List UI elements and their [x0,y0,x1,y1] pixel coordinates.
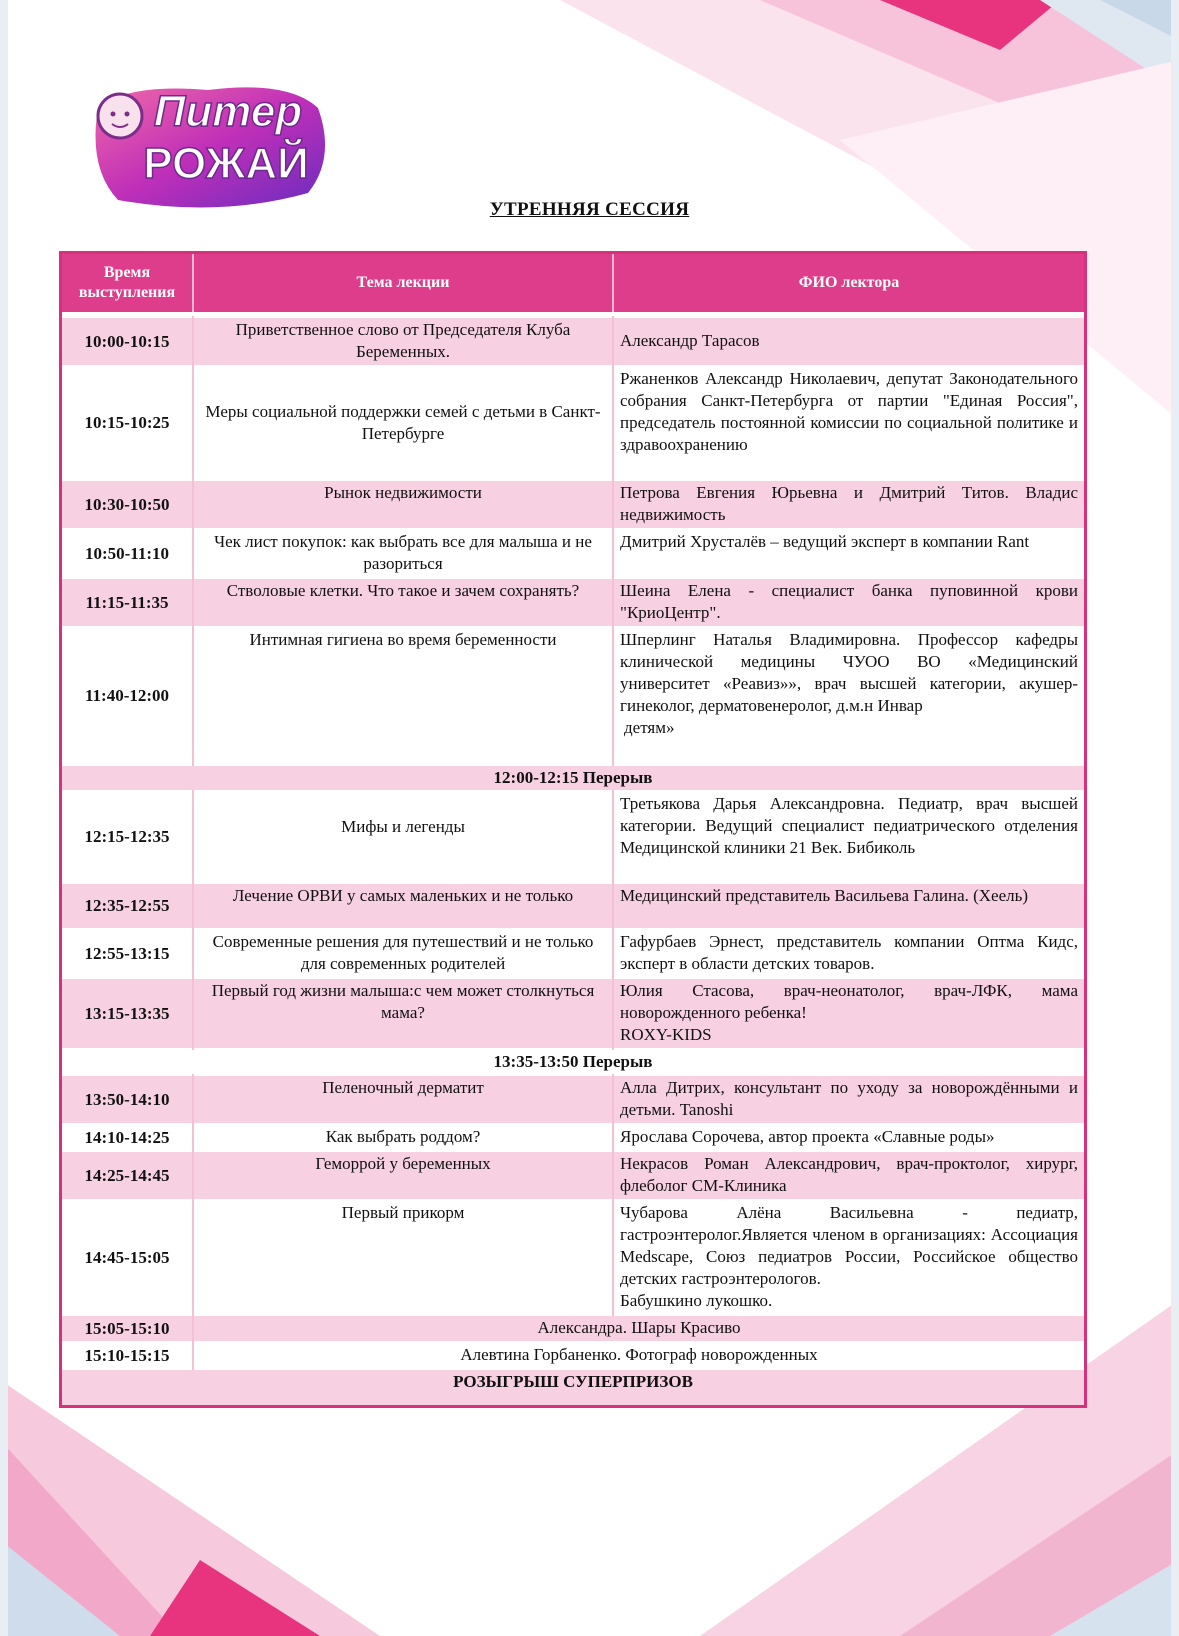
row-topic: Первый год жизни малыша:с чем может столкнуться мама? [193,978,613,1049]
table-row [62,1342,1084,1369]
row-topic: Интимная гигиена во время беременности [193,627,613,765]
table-row [62,978,1084,1049]
row-speaker: Некрасов Роман Александрович, врач-проктолог, хирург, флеболог СМ-Клиника [613,1151,1084,1200]
row-merged: Александра. Шары Красиво [193,1315,1084,1342]
row-time: 10:50-11:10 [62,529,193,578]
row-time: 10:00-10:15 [62,317,193,366]
speaker-text: Юлия Стасова, врач-неонатолог, врач-ЛФК, мама новорожденного ребенка! [620,981,1078,1022]
row-speaker [613,978,1084,1049]
break-row [62,1049,1084,1075]
speaker-extra: ROXY-KIDS [620,1025,712,1044]
row-topic: Геморрой у беременных [193,1151,613,1200]
row-time: 11:15-11:35 [62,578,193,627]
table-row [62,529,1084,578]
final-row [62,1369,1084,1405]
row-time: 14:10-14:25 [62,1124,193,1151]
table-row [62,627,1084,765]
row-speaker: Ржаненков Александр Николаевич, депутат Законодательного собрания Санкт-Петербурга от партии "Единая Россия", председатель постоянной комиссии по социальной политике и здравоохранению [613,366,1084,480]
row-speaker: Шеина Елена - специалист банка пуповинной крови "КриоЦентр". [613,578,1084,627]
speaker-text: Чубарова Алёна Васильевна - педиатр, гастроэнтеролог.Является членом в организациях: Ассоциация Medscape, Союз педиатров России, Российское общество детских гастроэнтерологов. [620,1203,1078,1288]
break-label: 13:35-13:50 Перерыв [62,1049,1084,1075]
row-speaker [613,1200,1084,1315]
row-topic: Современные решения для путешествий и не только для современных родителей [193,929,613,978]
row-speaker: Александр Тарасов [613,317,1084,366]
table-row [62,317,1084,366]
row-topic: Первый прикорм [193,1200,613,1315]
table-row [62,480,1084,529]
break-row [62,765,1084,791]
table-row [62,883,1084,929]
row-time: 10:15-10:25 [62,366,193,480]
table-row [62,1075,1084,1124]
row-speaker: Ярослава Сорочева, автор проекта «Славные роды» [613,1124,1084,1151]
row-topic: Чек лист покупок: как выбрать все для малыша и не разориться [193,529,613,578]
row-time: 14:25-14:45 [62,1151,193,1200]
row-time: 14:45-15:05 [62,1200,193,1315]
row-speaker: Гафурбаев Эрнест, представитель компании Оптма Кидс, эксперт в области детских товаров. [613,929,1084,978]
session-title: УТРЕННЯЯ СЕССИЯ [489,199,690,220]
row-speaker: Третьякова Дарья Александровна. Педиатр, врач высшей категории. Ведущий специалист педиатрического отделения Медицинской клиники 21 Век. Бибиколь [613,791,1084,883]
row-speaker: Петрова Евгения Юрьевна и Дмитрий Титов. Владис недвижимость [613,480,1084,529]
speaker-extra: Бабушкино лукошко. [620,1291,773,1310]
svg-text:РОЖАЙ: РОЖАЙ [143,139,309,188]
table-header [62,254,1084,312]
table-row [62,791,1084,883]
row-topic: Мифы и легенды [193,791,613,883]
table-row [62,929,1084,978]
table-row [62,578,1084,627]
row-speaker: Алла Дитрих, консультант по уходу за новорождёнными и детьми. Tanoshi [613,1075,1084,1124]
final-label: РОЗЫГРЫШ СУПЕРПРИЗОВ [62,1369,1084,1405]
table-row [62,1200,1084,1315]
header-topic: Тема лекции [193,254,613,312]
row-speaker [613,627,1084,765]
break-label: 12:00-12:15 Перерыв [62,765,1084,791]
row-merged: Алевтина Горбаненко. Фотограф новорожденных [193,1342,1084,1369]
row-time: 13:50-14:10 [62,1075,193,1124]
header-time: Время выступления [62,254,193,312]
row-speaker: Медицинский представитель Васильева Галина. (Хеель) [613,883,1084,929]
table-row [62,1151,1084,1200]
speaker-text: Шперлинг Наталья Владимировна. Профессор кафедры клинической медицины ЧУОО ВО «Медицинский университет «Реавиз»», врач высшей категории, акушер-гинеколог, дерматовенеролог, д.м.н Инвар [620,630,1078,715]
schedule-table [59,251,1087,1408]
row-time: 11:40-12:00 [62,627,193,765]
row-time: 15:10-15:15 [62,1342,193,1369]
row-topic: Как выбрать роддом? [193,1124,613,1151]
piter-rozhai-logo [88,78,338,218]
row-topic: Стволовые клетки. Что такое и зачем сохранять? [193,578,613,627]
row-topic: Рынок недвижимости [193,480,613,529]
row-topic: Лечение ОРВИ у самых маленьких и не только [193,883,613,929]
speaker-extra: детям» [624,718,675,737]
row-speaker: Дмитрий Хрусталёв – ведущий эксперт в компании Rant [613,529,1084,578]
row-topic: Меры социальной поддержки семей с детьми в Санкт-Петербурге [193,366,613,480]
row-time: 12:15-12:35 [62,791,193,883]
table-row [62,1315,1084,1342]
row-time: 15:05-15:10 [62,1315,193,1342]
header-speaker: ФИО лектора [613,254,1084,312]
row-time: 12:55-13:15 [62,929,193,978]
table-row [62,1124,1084,1151]
row-topic: Пеленочный дерматит [193,1075,613,1124]
row-time: 10:30-10:50 [62,480,193,529]
table-row [62,366,1084,480]
row-time: 13:15-13:35 [62,978,193,1049]
row-topic: Приветственное слово от Председателя Клуба Беременных. [193,317,613,366]
svg-text:Питер: Питер [153,87,303,136]
row-time: 12:35-12:55 [62,883,193,929]
